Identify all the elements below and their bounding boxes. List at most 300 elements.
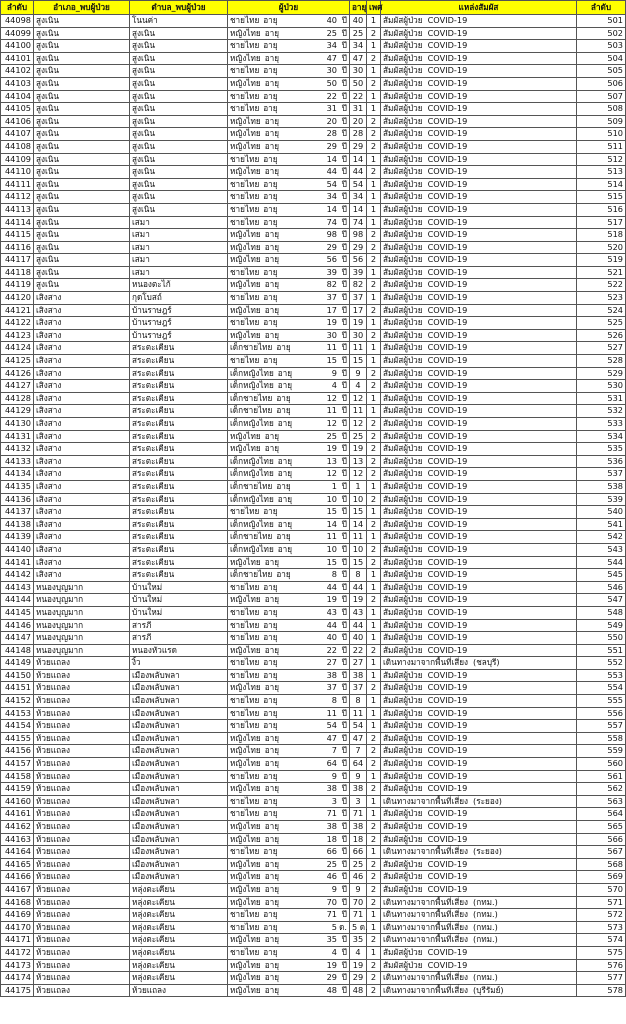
patient-gender: ชายไทย [230,695,260,706]
source-extra: COVID-19 [427,808,468,819]
cell-subdistrict: สระตะเคียน [130,518,228,531]
cell-district: เสิงสาง [34,380,130,393]
header-source: แหล่งสัมผัส [381,1,577,15]
cell-source [381,329,577,342]
patient-age-word: อายุ [276,392,291,403]
cell-num: 44159 [1,783,34,796]
patient-gender: หญิงไทย [230,128,261,139]
cell-age: 19 [350,317,367,330]
cell-sex: 2 [367,959,381,972]
cell-num: 44144 [1,594,34,607]
cell-subdistrict: เมืองพลับพลา [130,795,228,808]
cell-district: สูงเนิน [34,266,130,279]
cell-order: 503 [577,40,626,53]
cell-source [381,317,577,330]
source-extra: COVID-19 [427,720,468,731]
patient-gender: หญิงไทย [230,644,261,655]
patient-age-value: 30 [326,65,337,76]
cell-source [381,984,577,997]
patient-age-word: อายุ [264,972,279,983]
cell-order: 535 [577,443,626,456]
cell-sex: 2 [367,556,381,569]
cell-sex: 2 [367,279,381,292]
cell-subdistrict: สูงเนิน [130,153,228,166]
cell-source [381,455,577,468]
patient-age-unit: ปี [341,682,347,693]
patient-age-unit: ปี [341,594,347,605]
table-row [1,103,626,116]
cell-num: 44149 [1,657,34,670]
patient-age-word: อายุ [263,506,278,517]
cell-sex: 2 [367,682,381,695]
cell-order: 521 [577,266,626,279]
cell-order: 553 [577,669,626,682]
source-origin: (ระยอง) [473,795,502,806]
cell-subdistrict: สูงเนิน [130,128,228,141]
patient-age-value: 25 [326,858,337,869]
cell-subdistrict: เสมา [130,241,228,254]
patient-age-unit: ปี [341,241,347,252]
patient-age-unit: ปี [341,606,347,617]
cell-num: 44142 [1,569,34,582]
patient-gender: หญิงไทย [230,758,261,769]
table-row [1,455,626,468]
cell-age: 74 [350,216,367,229]
cell-order: 562 [577,783,626,796]
patient-age-word: อายุ [264,959,279,970]
cell-order: 566 [577,833,626,846]
cell-order: 519 [577,254,626,267]
cell-patient [228,871,350,884]
table-row [1,619,626,632]
cell-source [381,443,577,456]
patient-age-value: 82 [326,279,337,290]
cell-source [381,266,577,279]
cell-patient [228,216,350,229]
table-row [1,178,626,191]
table-row [1,644,626,657]
patient-age-word: อายุ [264,430,279,441]
patient-age-word: อายุ [264,52,279,63]
cell-order: 528 [577,355,626,368]
source-desc: สัมผัสผู้ป่วย [383,821,423,831]
cell-order: 544 [577,556,626,569]
patient-gender: หญิงไทย [230,896,261,907]
cell-num: 44099 [1,27,34,40]
cell-num: 44145 [1,606,34,619]
cell-patient [228,657,350,670]
source-extra: COVID-19 [427,556,468,567]
cell-age: 44 [350,166,367,179]
source-extra: COVID-19 [427,833,468,844]
patient-age-unit: ปี [341,380,347,391]
cell-district: ห้วยแถลง [34,972,130,985]
cell-num: 44155 [1,732,34,745]
source-extra: COVID-19 [427,90,468,101]
source-desc: สัมผัสผู้ป่วย [383,946,423,957]
cell-district: เสิงสาง [34,405,130,418]
patient-age-value: 5 [331,921,337,932]
patient-age-value: 38 [326,669,337,680]
cell-source [381,229,577,242]
cell-age: 98 [350,229,367,242]
patient-age-unit: ปี [341,959,347,970]
patient-gender: หญิงไทย [230,329,261,340]
table-row [1,443,626,456]
table-row [1,355,626,368]
patient-age-value: 13 [326,455,337,466]
header-district: อำเภอ_พบผู้ป่วย [34,1,130,15]
source-desc: สัมผัสผู้ป่วย [383,103,423,114]
cell-sex: 2 [367,972,381,985]
patient-age-value: 44 [326,619,337,630]
cell-district: เสิงสาง [34,493,130,506]
cell-sex: 1 [367,65,381,78]
cell-sex: 2 [367,27,381,40]
source-desc: สัมผัสผู้ป่วย [383,392,423,403]
source-extra: COVID-19 [427,632,468,643]
cell-order: 537 [577,468,626,481]
cell-district: หนองบุญมาก [34,606,130,619]
source-desc: สัมผัสผู้ป่วย [383,241,423,252]
cell-age: 47 [350,732,367,745]
source-extra: COVID-19 [427,266,468,277]
source-extra: COVID-19 [427,15,468,25]
cell-order: 536 [577,455,626,468]
patient-age-unit: ปี [341,40,347,51]
patient-gender: หญิงไทย [230,682,261,693]
cell-num: 44105 [1,103,34,116]
cell-num: 44130 [1,418,34,431]
patient-age-word: อายุ [263,619,278,630]
patient-age-word: อายุ [264,329,279,340]
patient-age-unit: ปี [341,770,347,781]
cell-patient [228,266,350,279]
cell-sex: 1 [367,355,381,368]
source-extra: COVID-19 [427,644,468,655]
patient-gender: หญิงไทย [230,27,261,38]
patient-age-value: 15 [326,556,337,567]
cell-order: 505 [577,65,626,78]
table-row [1,468,626,481]
cell-district: เสิงสาง [34,518,130,531]
cell-source [381,883,577,896]
cell-subdistrict: สูงเนิน [130,90,228,103]
patient-age-value: 50 [326,77,337,88]
patient-age-word: อายุ [277,380,293,391]
patient-age-word: อายุ [264,556,279,567]
cell-num: 44153 [1,707,34,720]
cell-district: เสิงสาง [34,317,130,330]
patient-age-unit: ปี [341,984,347,995]
cell-sex: 2 [367,241,381,254]
patient-gender: เด็กชายไทย [230,569,273,580]
table-row [1,216,626,229]
cell-num: 44106 [1,115,34,128]
cell-patient [228,52,350,65]
patient-age-value: 18 [326,833,337,844]
cell-source [381,493,577,506]
cell-source [381,720,577,733]
cell-age: 44 [350,619,367,632]
table-row [1,392,626,405]
cell-num: 44166 [1,871,34,884]
cell-subdistrict: สระตะเคียน [130,506,228,519]
cell-patient [228,27,350,40]
patient-age-value: 34 [326,191,337,202]
cell-age: 9 [350,883,367,896]
table-body [1,15,626,997]
cell-source [381,254,577,267]
patient-age-value: 71 [326,909,337,920]
cell-sex: 2 [367,758,381,771]
cell-source [381,380,577,393]
cell-sex: 2 [367,883,381,896]
cell-patient [228,443,350,456]
cell-district: เสิงสาง [34,480,130,493]
patient-gender: หญิงไทย [230,77,261,88]
patient-gender: หญิงไทย [230,833,261,844]
cell-district: ห้วยแถลง [34,682,130,695]
cell-age: 3 [350,795,367,808]
patient-age-word: อายุ [263,795,278,806]
table-row [1,846,626,859]
patient-age-word: อายุ [264,115,279,126]
patient-age-value: 11 [326,531,337,542]
cell-order: 568 [577,858,626,871]
source-desc: สัมผัสผู้ป่วย [383,594,423,605]
cell-sex: 2 [367,821,381,834]
source-desc: สัมผัสผู้ป่วย [383,153,423,164]
patient-age-value: 48 [326,984,337,995]
cell-district: สูงเนิน [34,128,130,141]
patient-gender: หญิงไทย [230,821,261,831]
table-row [1,531,626,544]
cell-num: 44109 [1,153,34,166]
cell-district: หนองบุญมาก [34,632,130,645]
cell-order: 518 [577,229,626,242]
cell-subdistrict: บ้านใหม่ [130,581,228,594]
table-row [1,266,626,279]
cell-source [381,644,577,657]
cell-district: เสิงสาง [34,556,130,569]
patient-age-word: อายุ [276,531,291,542]
cell-num: 44113 [1,203,34,216]
patient-age-value: 74 [326,216,337,227]
cell-num: 44101 [1,52,34,65]
cell-subdistrict: เสมา [130,216,228,229]
cell-subdistrict: หลุ่งตะเคียน [130,921,228,934]
cell-source [381,77,577,90]
cell-order: 570 [577,883,626,896]
cell-num: 44158 [1,770,34,783]
cell-patient [228,380,350,393]
patient-gender: หญิงไทย [230,745,261,756]
cell-subdistrict: สูงเนิน [130,103,228,116]
cell-num: 44103 [1,77,34,90]
cell-district: ห้วยแถลง [34,858,130,871]
cell-patient [228,493,350,506]
cell-district: สูงเนิน [34,115,130,128]
header-row [1,1,626,15]
patient-age-value: 28 [326,128,337,139]
cell-subdistrict: บ้านใหม่ [130,594,228,607]
cell-patient [228,367,350,380]
source-desc: สัมผัสผู้ป่วย [383,543,423,554]
cell-num: 44115 [1,229,34,242]
cell-source [381,342,577,355]
cell-subdistrict: สูงเนิน [130,77,228,90]
source-extra: COVID-19 [427,959,468,970]
patient-age-unit: ปี [341,556,347,567]
source-desc: สัมผัสผู้ป่วย [383,418,423,428]
cell-subdistrict: สูงเนิน [130,191,228,204]
patient-age-unit: ปี [341,77,347,88]
cell-num: 44138 [1,518,34,531]
table-row [1,556,626,569]
cell-source [381,732,577,745]
patient-age-value: 14 [326,518,337,529]
cell-patient [228,909,350,922]
cell-district: สูงเนิน [34,140,130,153]
cell-sex: 2 [367,140,381,153]
cell-num: 44147 [1,632,34,645]
cell-order: 517 [577,216,626,229]
cell-source [381,808,577,821]
source-extra: COVID-19 [427,695,468,706]
cell-age: 19 [350,594,367,607]
patient-gender: ชายไทย [230,909,260,920]
patient-age-unit: ปี [341,569,347,580]
cell-order: 576 [577,959,626,972]
cell-age: 14 [350,153,367,166]
patient-age-value: 7 [331,745,337,756]
cell-sex: 2 [367,594,381,607]
source-desc: สัมผัสผู้ป่วย [383,480,423,491]
cell-source [381,833,577,846]
cell-patient [228,619,350,632]
patient-age-word: อายุ [276,480,291,491]
cell-source [381,594,577,607]
cell-patient [228,821,350,834]
table-row [1,279,626,292]
cell-order: 514 [577,178,626,191]
source-desc: สัมผัสผู้ป่วย [383,883,423,894]
patient-age-unit: ปี [341,317,347,328]
patient-gender: หญิงไทย [230,115,261,126]
cell-sex: 1 [367,606,381,619]
cell-num: 44151 [1,682,34,695]
patient-gender: หญิงไทย [230,140,261,151]
table-row [1,581,626,594]
table-row [1,569,626,582]
patient-age-value: 3 [331,795,337,806]
cell-district: ห้วยแถลง [34,657,130,670]
patient-gender: ชายไทย [230,203,260,214]
patient-age-value: 17 [326,304,337,315]
source-desc: สัมผัสผู้ป่วย [383,40,423,51]
patient-age-unit: ปี [341,669,347,680]
cell-patient [228,808,350,821]
cell-district: ห้วยแถลง [34,770,130,783]
cell-sex: 2 [367,468,381,481]
source-extra: COVID-19 [427,329,468,340]
source-desc: สัมผัสผู้ป่วย [383,569,423,580]
patient-gender: ชายไทย [230,15,260,25]
patient-age-unit: ด. [339,921,347,932]
cell-patient [228,745,350,758]
source-extra: COVID-19 [427,707,468,718]
cell-patient [228,506,350,519]
cell-num: 44112 [1,191,34,204]
cell-subdistrict: สูงเนิน [130,27,228,40]
cell-num: 44119 [1,279,34,292]
cell-district: ห้วยแถลง [34,883,130,896]
cell-age: 13 [350,455,367,468]
cell-subdistrict: เมืองพลับพลา [130,846,228,859]
patient-age-unit: ปี [341,808,347,819]
cell-source [381,858,577,871]
cell-num: 44107 [1,128,34,141]
patient-age-unit: ปี [341,342,347,353]
patient-age-unit: ปี [341,821,347,831]
source-extra: COVID-19 [427,871,468,882]
table-row [1,128,626,141]
cell-age: 4 [350,946,367,959]
patient-age-unit: ปี [341,430,347,441]
patient-gender: ชายไทย [230,707,260,718]
cell-subdistrict: สระตะเคียน [130,468,228,481]
cell-age: 20 [350,115,367,128]
source-extra: COVID-19 [427,858,468,869]
cell-sex: 2 [367,380,381,393]
cell-subdistrict: เมืองพลับพลา [130,669,228,682]
patient-age-word: อายุ [277,493,293,504]
table-row [1,380,626,393]
cell-district: ห้วยแถลง [34,984,130,997]
cell-subdistrict: สูงเนิน [130,140,228,153]
source-desc: สัมผัสผู้ป่วย [383,178,423,189]
patient-gender: หญิงไทย [230,883,261,894]
source-extra: COVID-19 [427,128,468,139]
cell-num: 44132 [1,443,34,456]
cell-num: 44173 [1,959,34,972]
cell-sex: 1 [367,40,381,53]
cell-patient [228,355,350,368]
cell-age: 14 [350,203,367,216]
source-desc: สัมผัสผู้ป่วย [383,455,423,466]
source-desc: เดินทางมาจากพื้นที่เสี่ยง [383,972,469,983]
cell-num: 44168 [1,896,34,909]
cell-age: 25 [350,430,367,443]
source-desc: สัมผัสผู้ป่วย [383,695,423,706]
table-row [1,745,626,758]
cell-subdistrict: เสมา [130,229,228,242]
cell-num: 44139 [1,531,34,544]
source-extra: COVID-19 [427,506,468,517]
patient-age-value: 4 [331,946,337,957]
patient-age-value: 46 [326,871,337,882]
table-row [1,329,626,342]
table-row [1,770,626,783]
source-origin: (กทม.) [473,909,498,920]
cell-source [381,304,577,317]
patient-gender: ชายไทย [230,657,260,668]
cell-age: 39 [350,266,367,279]
patient-age-value: 40 [326,15,337,25]
patient-age-word: อายุ [263,808,278,819]
cell-district: สูงเนิน [34,90,130,103]
